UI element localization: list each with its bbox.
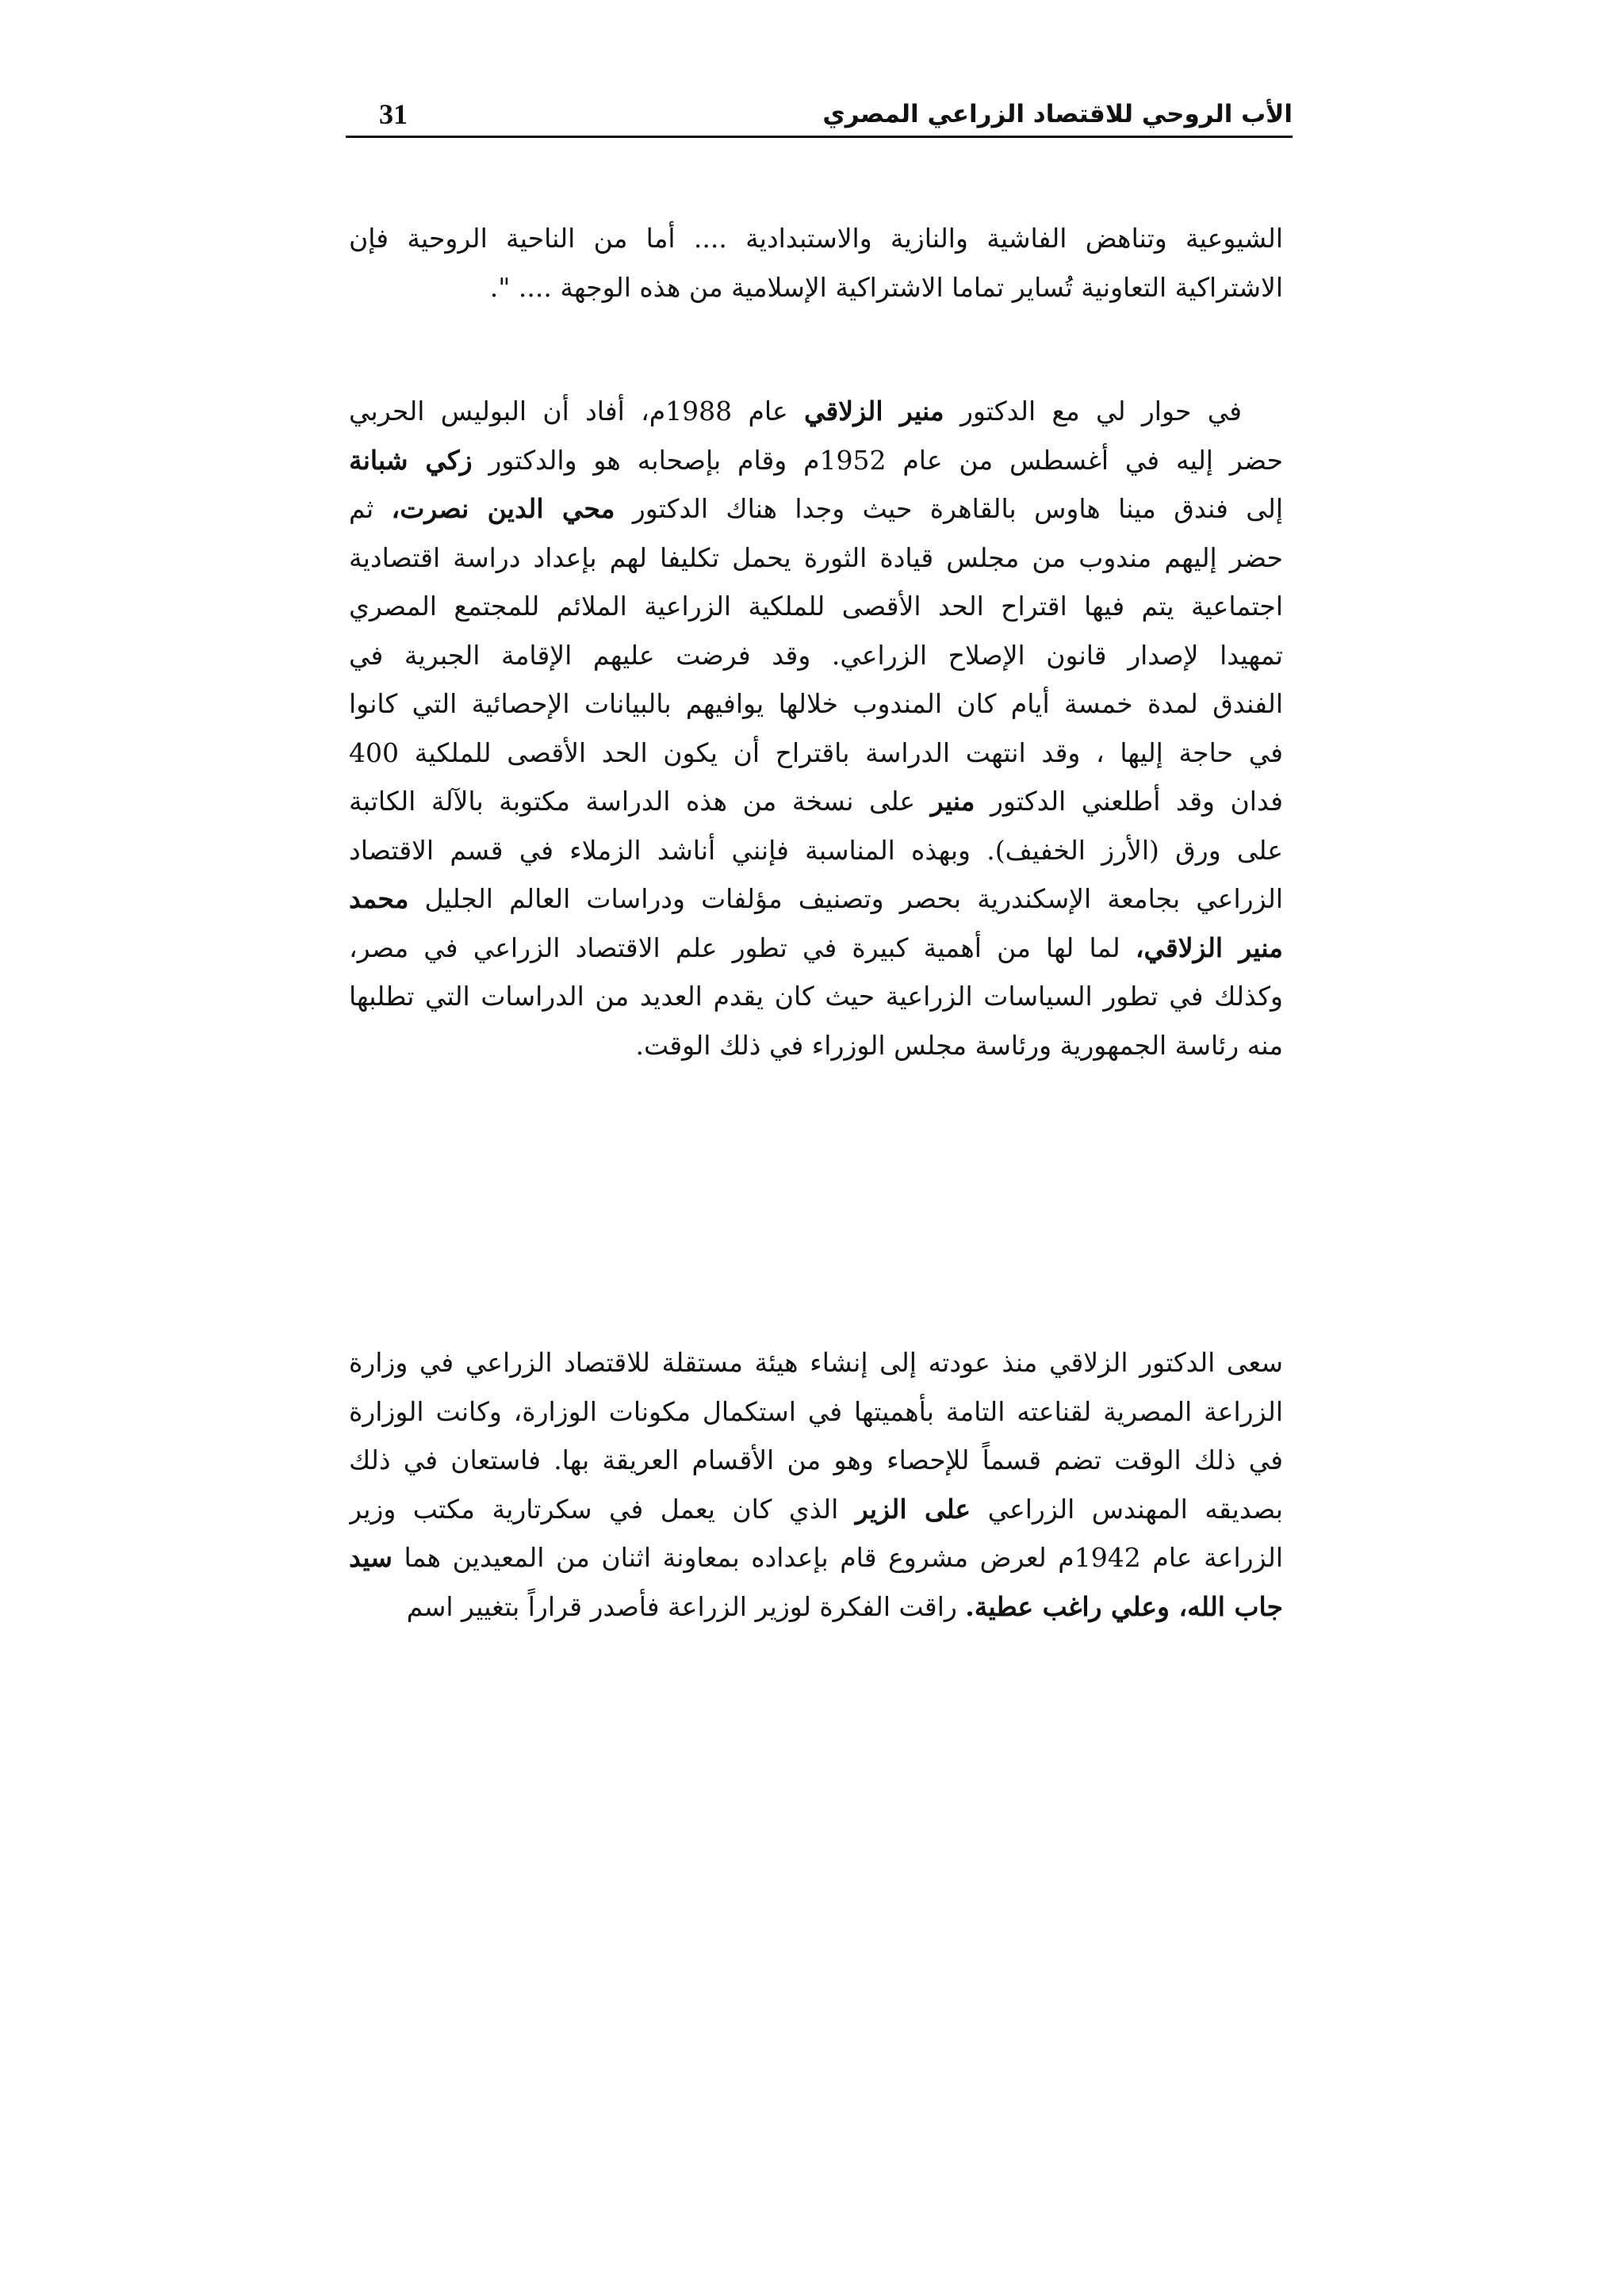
paragraph-2-text — [349, 387, 1283, 1070]
text-run: الفندق لمدة خمسة أيام كان المندوب خلالها يوافيهم بالبيانات الإحصائية التي كانوا — [349, 688, 1283, 719]
page-number: 31 — [379, 98, 408, 130]
header-divider — [346, 136, 1293, 138]
text-line — [349, 631, 1283, 680]
text-run: سعى الدكتور الزلاقي منذ عودته إلى إنشاء هيئة مستقلة للاقتصاد الزراعي في وزارة — [349, 1347, 1283, 1378]
bold-name-run: محمد — [349, 883, 409, 914]
text-run: الزراعة المصرية لقناعته التامة بأهميتها في استكمال مكونات الوزارة، وكانت الوزارة — [349, 1395, 1283, 1427]
text-run: على ورق (الأرز الخفيف). وبهذه المناسبة فإنني أناشد الزملاء في قسم الاقتصاد — [349, 834, 1283, 866]
running-header — [346, 94, 1293, 135]
text-run: وكذلك في تطور السياسات الزراعية حيث كان يقدم العديد من الدراسات التي تطلبها — [349, 981, 1283, 1012]
paragraph-3 — [349, 1338, 1283, 1631]
text-line — [349, 1533, 1283, 1582]
text-line — [349, 387, 1283, 436]
bold-name-run: منير الزلاقي، — [1135, 932, 1283, 963]
text-line — [349, 1582, 1283, 1632]
paragraph-1 — [349, 214, 1283, 312]
bold-name-run: على الزير — [855, 1493, 971, 1525]
text-line — [349, 1021, 1283, 1070]
text-line — [349, 484, 1283, 534]
text-run: الذي كان يعمل في سكرتارية مكتب وزير — [349, 1493, 856, 1525]
text-line — [349, 214, 1283, 263]
text-run: على نسخة من هذه الدراسة مكتوبة بالآلة الكاتبة — [349, 786, 931, 817]
text-line — [349, 1338, 1283, 1387]
text-run: ثم — [349, 493, 392, 524]
text-run: راقت الفكرة لوزير الزراعة فأصدر قراراً بتغيير اسم — [406, 1590, 966, 1622]
text-run: الاشتراكية التعاونية تُساير تماما الاشتراكية الإسلامية من هذه الوجهة .... ". — [489, 271, 1283, 303]
text-line — [349, 582, 1283, 631]
bold-name-run: سيد — [349, 1542, 393, 1573]
text-line — [349, 1387, 1283, 1437]
running-header-title: الأب الروحي للاقتصاد الزراعي المصري — [822, 100, 1293, 128]
bold-name-run: منير الزلاقي — [803, 396, 944, 427]
text-line — [349, 263, 1283, 312]
bold-name-run: منير — [930, 786, 975, 817]
bold-name-run: محي الدين نصرت، — [391, 493, 615, 524]
text-line — [349, 924, 1283, 973]
paragraph-3-text — [349, 1338, 1283, 1631]
text-line — [349, 679, 1283, 729]
text-run: الزراعة عام 1942م لعرض مشروع قام بإعداده بمعاونة اثنان من المعيدين هما — [392, 1542, 1283, 1573]
text-run: الزراعي بجامعة الإسكندرية بحصر وتصنيف مؤلفات ودراسات العالم الجليل — [408, 883, 1283, 914]
text-run: في حاجة إليها ، وقد انتهت الدراسة باقتراح أن يكون الحد الأقصى للملكية 400 — [349, 737, 1283, 768]
text-run: لما لها من أهمية كبيرة في تطور علم الاقتصاد الزراعي في مصر، — [349, 932, 1136, 963]
text-run: حضر إليه في أغسطس من عام 1952م وقام بإصحابه هو والدكتور — [472, 444, 1283, 476]
text-run: الشيوعية وتناهض الفاشية والنازية والاستبدادية .... أما من الناحية الروحية فإن — [349, 223, 1283, 254]
text-run: منه رئاسة الجمهورية ورئاسة مجلس الوزراء في ذلك الوقت. — [635, 1029, 1283, 1061]
text-run: عام 1988م، أفاد أن البوليس الحربي — [349, 396, 804, 427]
text-run: في حوار لي مع الدكتور — [944, 396, 1243, 427]
text-run: إلى فندق مينا هاوس بالقاهرة حيث وجدا هناك الدكتور — [615, 493, 1283, 524]
bold-name-run: زكي شبانة — [349, 444, 473, 476]
text-line — [349, 777, 1283, 826]
paragraph-2 — [349, 387, 1283, 1070]
text-run: اجتماعية يتم فيها اقتراح الحد الأقصى للملكية الزراعية الملائم للمجتمع المصري — [349, 591, 1283, 622]
text-line — [349, 534, 1283, 583]
text-line — [349, 826, 1283, 875]
text-run: حضر إليهم مندوب من مجلس قيادة الثورة يحمل تكليفا لهم بإعداد دراسة اقتصادية — [349, 541, 1283, 573]
text-run: فدان وقد أطلعني الدكتور — [975, 786, 1283, 817]
text-run: بصديقه المهندس الزراعي — [971, 1493, 1283, 1525]
text-line — [349, 874, 1283, 924]
text-line — [349, 729, 1283, 778]
text-run: في ذلك الوقت تضم قسماً للإحصاء وهو من الأقسام العريقة بها. فاستعان في ذلك — [349, 1445, 1283, 1475]
paragraph-1-text — [349, 214, 1283, 312]
text-run: تمهيدا لإصدار قانون الإصلاح الزراعي. وقد فرضت عليهم الإقامة الجبرية في — [349, 639, 1283, 671]
text-line — [349, 1436, 1283, 1485]
text-line — [349, 436, 1283, 485]
text-line — [349, 1485, 1283, 1534]
bold-name-run: جاب الله، وعلي راغب عطية. — [965, 1590, 1283, 1622]
text-line — [349, 972, 1283, 1021]
